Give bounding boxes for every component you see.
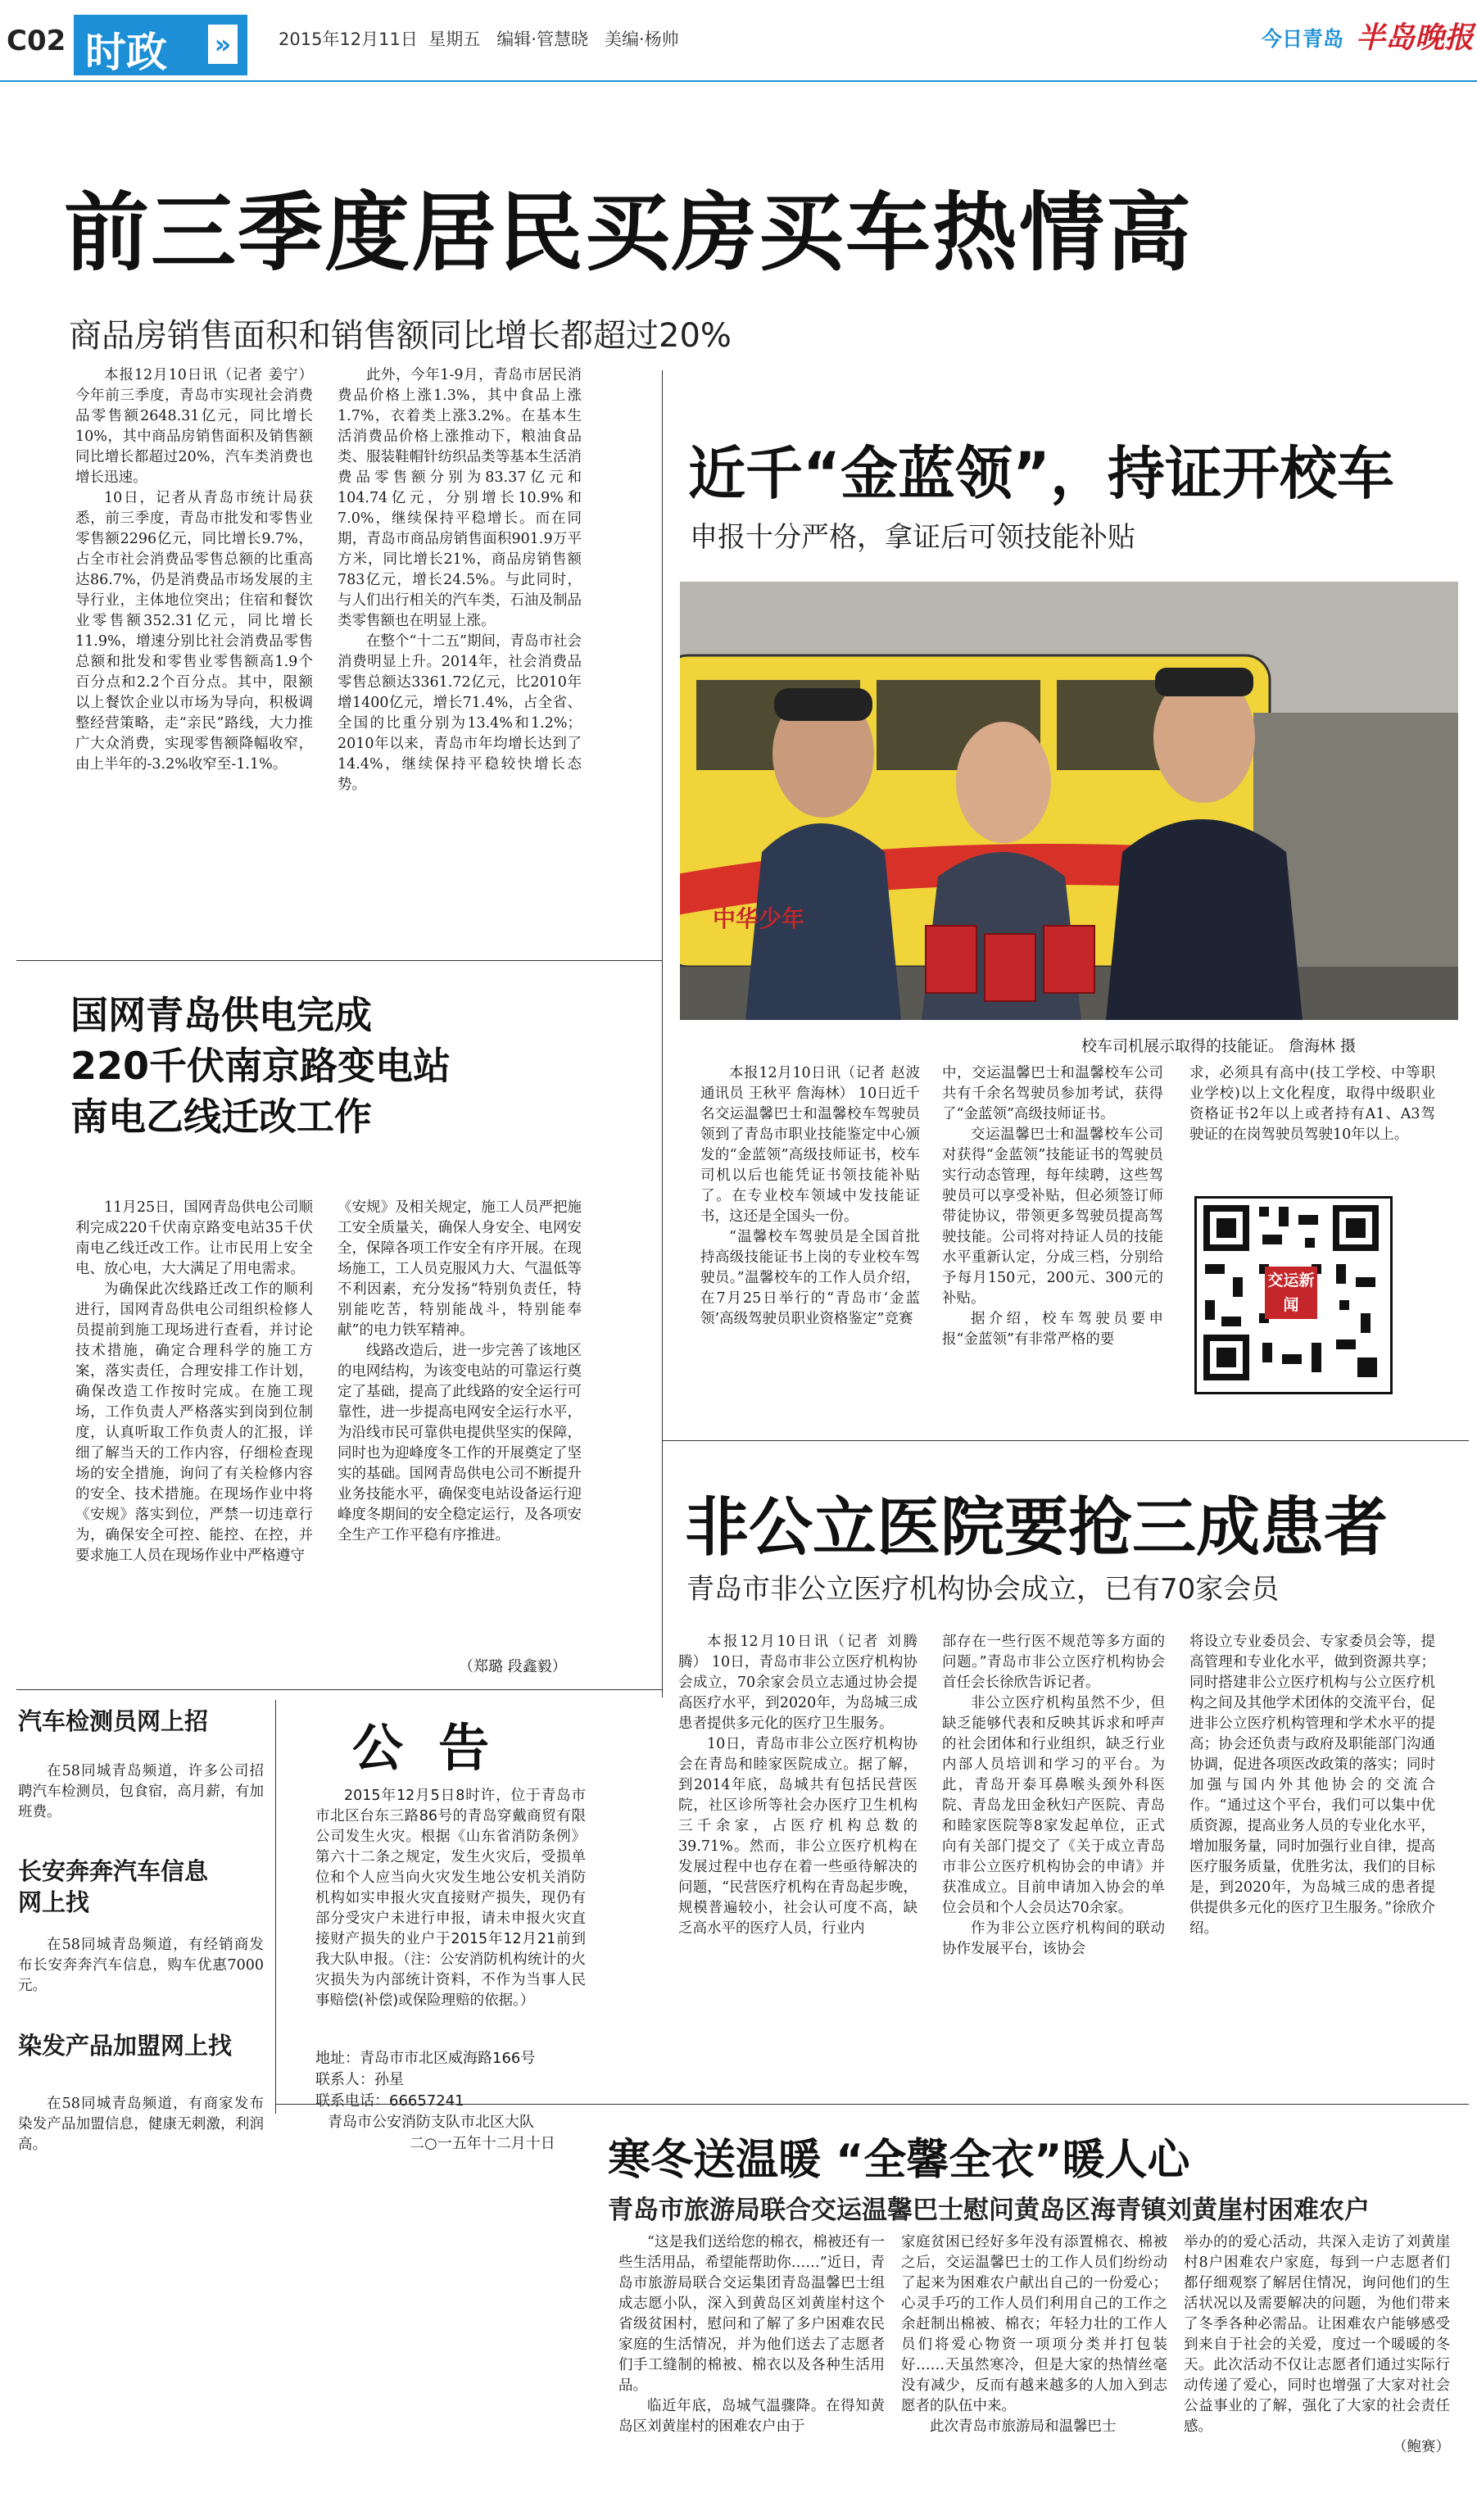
- divider: [16, 960, 662, 961]
- winter-subtitle: 青岛市旅游局联合交运温馨巴士慰问黄岛区海青镇刘黄崖村困难农户: [608, 2196, 1370, 2225]
- lead-col-1: [75, 365, 313, 939]
- chevron-right-icon: »: [208, 25, 238, 64]
- hospital-col-2: [942, 1632, 1165, 2091]
- paragraph: 在58同城青岛频道，许多公司招聘汽车检测员，包食宿，高月薪，有加班费。: [18, 1763, 264, 1820]
- notice-body: [315, 1786, 586, 2040]
- notice-date: 二○一五年十二月十日: [410, 2135, 555, 2152]
- paragraph: 举办的的爱心活动，共深入走访了刘黄崖村8户困难农户家庭，每到一户志愿者们都仔细观察了解居住情况，询问他们的生活状况以及需要解决的问题，为他们带来了冬季各种必需品。让困难农户能够感受到来自于社会的关爱，度过一个暖暖的冬天。此次活动不仅让志愿者们通过实际行动传递了爱心，同时也增强了大家对社会公益事业的了解，强化了大家的社会责任感。: [1184, 2234, 1450, 2435]
- grid-headline: [70, 990, 451, 1142]
- masthead-logo: 半岛晚报: [1356, 20, 1475, 55]
- jinlanling-subtitle: 申报十分严格，拿证后可领技能补贴: [690, 521, 1135, 554]
- paragraph: “这是我们送给您的棉衣，棉被还有一些生活用品，希望能帮助你……”近日，青岛市旅游局联合交运集团青岛温馨巴士组成志愿小队，深入到黄岛区刘黄崖村这个省级贫困村，慰问和了解了多户困难农民家庭的生活情况，并为他们送去了志愿者们手工缝制的棉被、棉衣以及各种生活用品。: [618, 2234, 885, 2394]
- paragraph: 在58同城青岛频道，有商家发布染发产品加盟信息，健康无刺激，利润高。: [18, 2096, 264, 2153]
- paragraph: 10日，记者从青岛市统计局获悉，前三季度，青岛市批发和零售业零售额2296亿元，同比增长9.7%，占全市社会消费品零售总额的比重高达86.7%，仍是消费品市场发展的主导行业，主体地位突出；住宿和餐饮业零售额352.31亿元，同比增长11.9%，增速分别比社会消费品零售总额和批发和零售业零售额高1.9个百分点和2.2个百分点。其中，限额以上餐饮企业以市场为导向，积极调整经营策略，走“亲民”路线，大力推广大众消费，实现零售额降幅收窄，由上半年的-3.2%收窄至-1.1%。: [75, 490, 313, 773]
- photo-caption: 校车司机展示取得的技能证。 詹海林 摄: [1081, 1037, 1357, 1055]
- grid-col-2: [338, 1198, 582, 1657]
- paragraph: 据介绍，校车驾驶员要申报“金蓝领”有非常严格的要: [942, 1311, 1163, 1348]
- paragraph: 作为非公立医疗机构间的联动协作发展平台，该协会: [942, 1920, 1165, 1957]
- ad-body: [18, 1935, 264, 2009]
- masthead-left: 今日青岛: [1262, 27, 1344, 51]
- paragraph: 求，必须具有高中(技工学校、中等职业学校)以上文化程度，取得中级职业资格证书2年以上或者持有A1、A3驾驶证的在岗驾驶员驾驶10年以上。: [1189, 1065, 1435, 1143]
- ad-body: [18, 2094, 264, 2168]
- paragraph: 10日，青岛市非公立医疗机构协会在青岛和睦家医院成立。据了解，到2014年底，岛城共有包括民营医院，社区诊所等社会办医疗卫生机构三千余家，占医疗机构总数的39.71%。然而，非公立医疗机构在发展过程中也存在着一些亟待解决的问题，“民营医疗机构在青岛起步晚，规模普遍较小，社会认可度不高，缺乏高水平的医疗人员，行业内: [678, 1736, 917, 1937]
- winter-col-1: [618, 2232, 885, 2495]
- paragraph: 本报12月10日讯（记者 赵波 通讯员 王秋平 詹海林） 10日近千名交运温馨巴士和温馨校车驾驶员领到了青岛市职业技能鉴定中心颁发的“金蓝领”高级技师证书，校车司机以后也能凭证书领技能补贴了。在专业校车领域中发技能证书，这还是全国头一份。: [700, 1065, 920, 1225]
- divider: [662, 370, 663, 1697]
- winter-col-2: [901, 2232, 1167, 2495]
- paragraph: 非公立医疗机构虽然不少，但缺乏能够代表和反映其诉求和呼声的社会团体和行业组织，缺乏行业内部人员培训和学习的平台。为此，青岛开泰耳鼻喉头颈外科医院、青岛龙田金秋妇产医院、青岛和睦家医院等8家发起单位，正式向有关部门提交了《关于成立青岛市非公立医疗机构协会的申请》并获准成立。目前申请加入协会的单位会员和个人会员达70余家。: [942, 1695, 1165, 1916]
- ad-body: [18, 1761, 264, 1835]
- paragraph: “温馨校车驾驶员是全国首批持高级技能证书上岗的专业校车驾驶员。”温馨校车的工作人员介绍，在7月25日举行的“青岛市‘金蓝领’高级驾驶员职业资格鉴定”竞赛: [700, 1229, 920, 1327]
- lead-headline: 前三季度居民买房买车热情高: [64, 183, 1194, 283]
- paragraph: 本报12月10日讯（记者 刘腾腾） 10日，青岛市非公立医疗机构协会成立，70余家会员立志通过协会提高医疗水平，到2020年，为岛城三成患者提供多元化的医疗卫生服务。: [678, 1634, 917, 1732]
- drivers-photo: [680, 582, 1458, 1020]
- paragraph: 此次青岛市旅游局和温馨巴士: [930, 2418, 1117, 2435]
- hospital-subtitle: 青岛市非公立医疗机构协会成立，已有70家会员: [686, 1573, 1280, 1606]
- grid-headline-line: 南电乙线迁改工作: [70, 1095, 372, 1139]
- paragraph: 11月25日，国网青岛供电公司顺利完成220千伏南京路变电站35千伏南电乙线迁改工作。让市民用上安全电、放心电，大大满足了用电需求。: [75, 1199, 313, 1277]
- header-rule: [0, 80, 1477, 82]
- ad-title: 汽车检测员网上招: [18, 1707, 209, 1735]
- hospital-col-3: [1189, 1632, 1435, 2091]
- paragraph: 《安规》及相关规定，施工人员严把施工安全质量关，确保人身安全、电网安全，保障各项工作安全有序开展。在现场施工，工人员克服风力大、气温低等不利因素，充分发扬“特别负责任，特别能吃苦，特别能战斗，特别能奉献”的电力铁军精神。: [338, 1199, 582, 1339]
- paragraph: 交运温馨巴士和温馨校车公司对获得“金蓝领”技能证书的驾驶员实行动态管理，每年续聘，这些驾驶员可以享受补贴，但必须签订师带徒协议，带领更多驾驶员提高驾驶技能。公司将对持证人员的技能水平重新认定，分成三档，分别给予每月150元，200元、300元的补贴。: [942, 1126, 1163, 1307]
- hospital-headline: 非公立医院要抢三成患者: [685, 1491, 1389, 1565]
- notice-title: 公 告: [352, 1718, 490, 1778]
- ad-title: 染发产品加盟网上找: [18, 2032, 233, 2060]
- section-badge: [74, 15, 247, 75]
- page-number: C02: [7, 25, 66, 57]
- lead-col-2: [338, 365, 582, 939]
- hospital-col-1: [678, 1632, 917, 2091]
- lead-subtitle: 商品房销售面积和销售额同比增长都超过20%: [69, 317, 732, 355]
- paragraph: 本报12月10日讯（记者 姜宁） 今年前三季度，青岛市实现社会消费品零售额2648.31亿元，同比增长10%，其中商品房销售面积及销售额同比增长都超过20%，汽车类消费也增长迅速。: [75, 367, 313, 486]
- divider: [16, 1689, 662, 1690]
- paragraph: 在整个“十二五”期间，青岛市社会消费明显上升。2014年，社会消费品零售总额达3361.72亿元，比2010年增1400亿元，增长71.4%，占全省、全国的比重分别为13.4%和1.2%；2010年以来，青岛市年均增长达到了14.4%，继续保持平稳较快增长态势。: [338, 633, 582, 793]
- divider: [275, 1700, 276, 2114]
- paragraph: 部存在一些行医不规范等多方面的问题。”青岛市非公立医疗机构协会首任会长徐欣告诉记者。: [942, 1634, 1165, 1691]
- qr-code[interactable]: [1194, 1196, 1393, 1394]
- grid-headline-line: 国网青岛供电完成: [70, 993, 372, 1037]
- notice-address: 地址：青岛市市北区威海路166号: [315, 2050, 536, 2067]
- paragraph: （鲍赛）: [1393, 2439, 1450, 2455]
- paragraph: 线路改造后，进一步完善了该地区的电网结构，为该变电站的可靠运行奠定了基础，提高了此线路的安全运行可靠性，进一步提高电网安全运行水平，为沿线市民可靠供电提供坚实的保障，同时也为迎峰度冬工作的开展奠定了坚实的基础。国网青岛供电公司不断提升业务技能水平，确保变电站设备运行迎峰度冬期间的安全稳定运行，及各项安全生产工作平稳有序推进。: [338, 1343, 582, 1543]
- divider: [275, 2104, 1469, 2105]
- paragraph: 为确保此次线路迁改工作的顺利进行，国网青岛供电公司组织检修人员提前到施工现场进行查看，并讨论技术措施，确定合理科学的施工方案，落实责任，合理安排工作计划，确保改造工作按时完成。在施工现场，工作负责人严格落实到岗到位制度，认真听取工作负责人的汇报，详细了解当天的工作内容，仔细检查现场的安全措施，询问了有关检修内容的安全、技术措施。在现场作业中将《安规》落实到位，严禁一切违章行为，确保安全可控、能控、在控，并要求施工人员在现场作业中严格遵守: [75, 1281, 313, 1564]
- paragraph: 家庭贫困已经好多年没有添置棉衣、棉被之后，交运温馨巴士的工作人员们纷纷动了起来为困难农户献出自己的一份爱心；心灵手巧的工作人员们利用自己的工作之余赶制出棉被、棉衣；年轻力壮的工作人员们将爱心物资一项项分类并打包装好……天虽然寒冷，但是大家的热情丝毫没有减少，反而有越来越多的人加入到志愿者的队伍中来。: [901, 2234, 1167, 2414]
- paragraph: 中，交运温馨巴士和温馨校车公司共有千余名驾驶员参加考试，获得了“金蓝领”高级技师证书。: [942, 1065, 1163, 1122]
- jinlanling-col-1: [700, 1063, 920, 1539]
- notice-org: 青岛市公安消防支队市北区大队: [328, 2114, 534, 2131]
- ad-title: 长安奔奔汽车信息网上找: [18, 1857, 209, 1916]
- jinlanling-col-3: [1189, 1063, 1435, 1174]
- jinlanling-headline: 近千“金蓝领”，持证开校车: [688, 440, 1395, 507]
- paragraph: 在58同城青岛频道，有经销商发布长安奔奔汽车信息，购车优惠7000元。: [18, 1937, 264, 1994]
- paragraph: 2015年12月5日8时许，位于青岛市市北区台东三路86号的青岛穿戴商贸有限公司发生火灾。根据《山东省消防条例》第六十二条之规定，发生火灾后，受损单位和个人应当向火灾发生地公安机关消防机构如实申报火灾直接财产损失，现仍有部分受灾户未进行申报，请未申报火灾直接财产损失的业户于2015年12月21前到我大队申报。（注：公安消防机构统计的火灾损失为内部统计资料，不作为当事人民事赔偿(补偿)或保险理赔的依据。）: [315, 1788, 586, 2009]
- paragraph: 将设立专业委员会、专家委员会等，提高管理和专业化水平，做到资源共享；同时搭建非公立医疗机构与公立医疗机构之间及其他学术团体的交流平台，促进非公立医疗机构管理和学术水平的提高；协会还负责与政府及职能部门沟通协调，促进各项医改政策的落实；同时加强与国内外其他协会的交流合作。“通过这个平台，我们可以集中优质资源，提高业务人员的专业化水平，增加服务量，同时加强行业自律，提高医疗服务质量，优胜劣汰，我们的目标是，到2020年，为岛城三成的患者提供提供多元化的医疗卫生服务。”徐欣介绍。: [1189, 1634, 1435, 1937]
- jinlanling-col-2: [942, 1063, 1163, 1539]
- date-line: 2015年12月11日 星期五 编辑·管慧晓 美编·杨帅: [279, 29, 679, 49]
- winter-col-3: [1184, 2232, 1450, 2495]
- paragraph: 临近年底，岛城气温骤降。在得知黄岛区刘黄崖村的困难农户由于: [618, 2398, 885, 2435]
- qr-center-badge: 交运新闻: [1265, 1267, 1317, 1319]
- notice-phone: 联系电话：66657241: [315, 2092, 464, 2110]
- section-label: 时政: [85, 29, 167, 76]
- bus-logo-text: 中华少年: [713, 905, 805, 932]
- grid-byline: （郑璐 段鑫毅）: [459, 1658, 567, 1675]
- winter-headline: 寒冬送温暖 “全馨全衣”暖人心: [608, 2136, 1190, 2185]
- photo-illustration: [680, 582, 1458, 1020]
- paragraph: 此外，今年1-9月，青岛市居民消费品价格上涨1.3%，其中食品上涨1.7%，衣着类上涨3.2%。在基本生活消费品价格上涨推动下，粮油食品类、服装鞋帽针纺织品类等基本生活消费品零售额分别为83.37亿元和104.74亿元，分别增长10.9%和7.0%，继续保持平稳增长。而在同期，青岛市商品房销售面积901.9万平方米，同比增长21%，商品房销售额783亿元，增长24.5%。与此同时，与人们出行相关的汽车类，石油及制品类零售额也在明显上涨。: [338, 367, 582, 629]
- grid-headline-line: 220千伏南京路变电站: [70, 1044, 451, 1088]
- grid-col-1: [75, 1198, 313, 1673]
- notice-contact: 联系人：孙星: [315, 2071, 404, 2088]
- divider: [662, 1440, 1469, 1441]
